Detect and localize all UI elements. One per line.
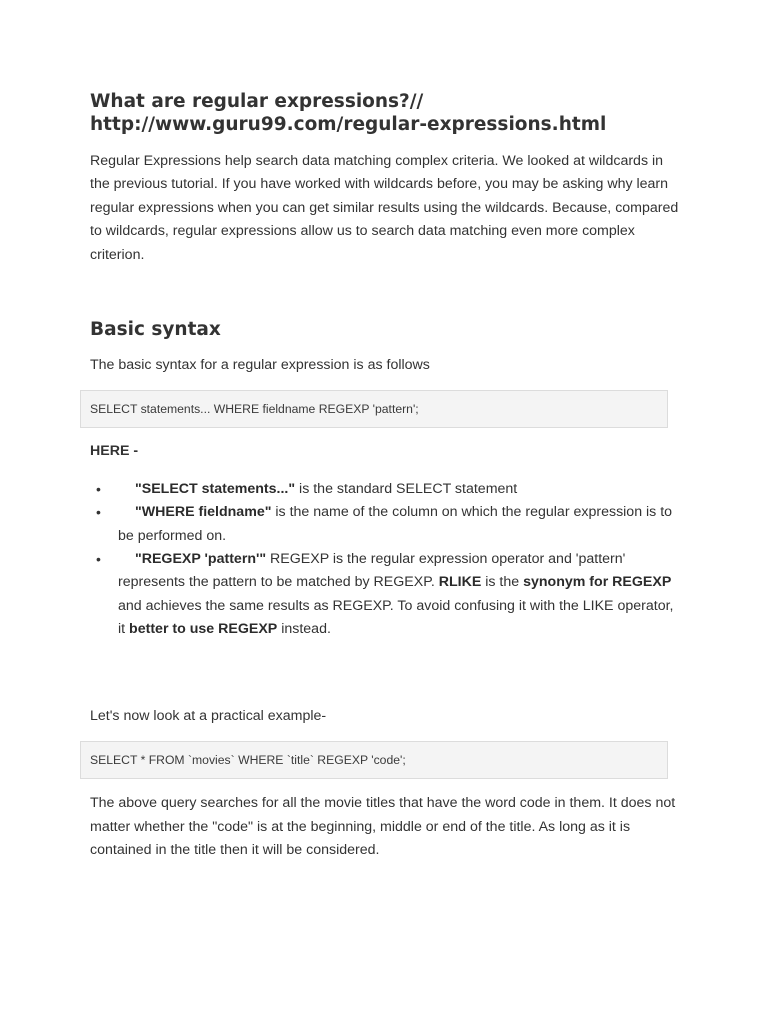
example-lead: Let's now look at a practical example- xyxy=(90,707,327,724)
intro-paragraph: Regular Expressions help search data matching complex criteria. We looked at wildcards in the previous tutorial. If you have worked with wildcards before, you may be asking why learn regular expressions when you can get similar results using the wildcards. Because, compared to wildcards, regular expressions allow us to search data matching even more complex criterion. xyxy=(90,153,679,263)
item-text: REGEXP is the regular expression operator and 'pattern' represents the pattern to be matched by REGEXP. xyxy=(118,551,626,591)
example-explanation: The above query searches for all the movie titles that have the word code in them. It does not matter whether the "code" is at the beginning, middle or end of the title. As long as it is contained in the title then it will be considered. xyxy=(90,795,676,858)
example-code-block: SELECT * FROM `movies` WHERE `title` REGEXP 'code'; xyxy=(80,741,668,779)
item-text: is the standard SELECT statement xyxy=(295,480,518,497)
page-title-url[interactable]: http://www.guru99.com/regular-expressions.html xyxy=(90,114,607,135)
syntax-code-block: SELECT statements... WHERE fieldname REGEXP 'pattern'; xyxy=(80,390,668,428)
list-item xyxy=(90,478,678,501)
syntax-explanation-list xyxy=(90,478,690,642)
term-better-to-use: better to use REGEXP xyxy=(129,621,278,638)
here-label: HERE - xyxy=(90,443,139,460)
item-text: is the name of the column on which the regular expression is to be performed on. xyxy=(118,504,673,544)
bullet-icon: • xyxy=(96,480,101,497)
item-text: is the xyxy=(481,574,524,591)
term-rlike: RLIKE xyxy=(438,574,482,591)
bullet-icon: • xyxy=(96,551,101,568)
term-select-statements: "SELECT statements..." xyxy=(135,480,296,497)
list-item xyxy=(90,548,678,642)
basic-syntax-heading: Basic syntax xyxy=(90,319,221,341)
basic-syntax-lead: The basic syntax for a regular expression is as follows xyxy=(90,357,430,374)
term-regexp-pattern: "REGEXP 'pattern'" xyxy=(135,551,267,568)
item-text: instead. xyxy=(277,621,331,638)
term-where-fieldname: "WHERE fieldname" xyxy=(135,504,272,521)
term-synonym: synonym for REGEXP xyxy=(523,574,672,591)
page-title xyxy=(90,90,690,136)
page-title-line-1: What are regular expressions?// xyxy=(90,91,424,112)
list-item xyxy=(90,501,678,548)
bullet-icon: • xyxy=(96,504,101,521)
item-text: and achieves the same results as REGEXP. To avoid confusing it with the LIKE operator, it xyxy=(118,597,674,638)
document-page xyxy=(90,90,690,862)
